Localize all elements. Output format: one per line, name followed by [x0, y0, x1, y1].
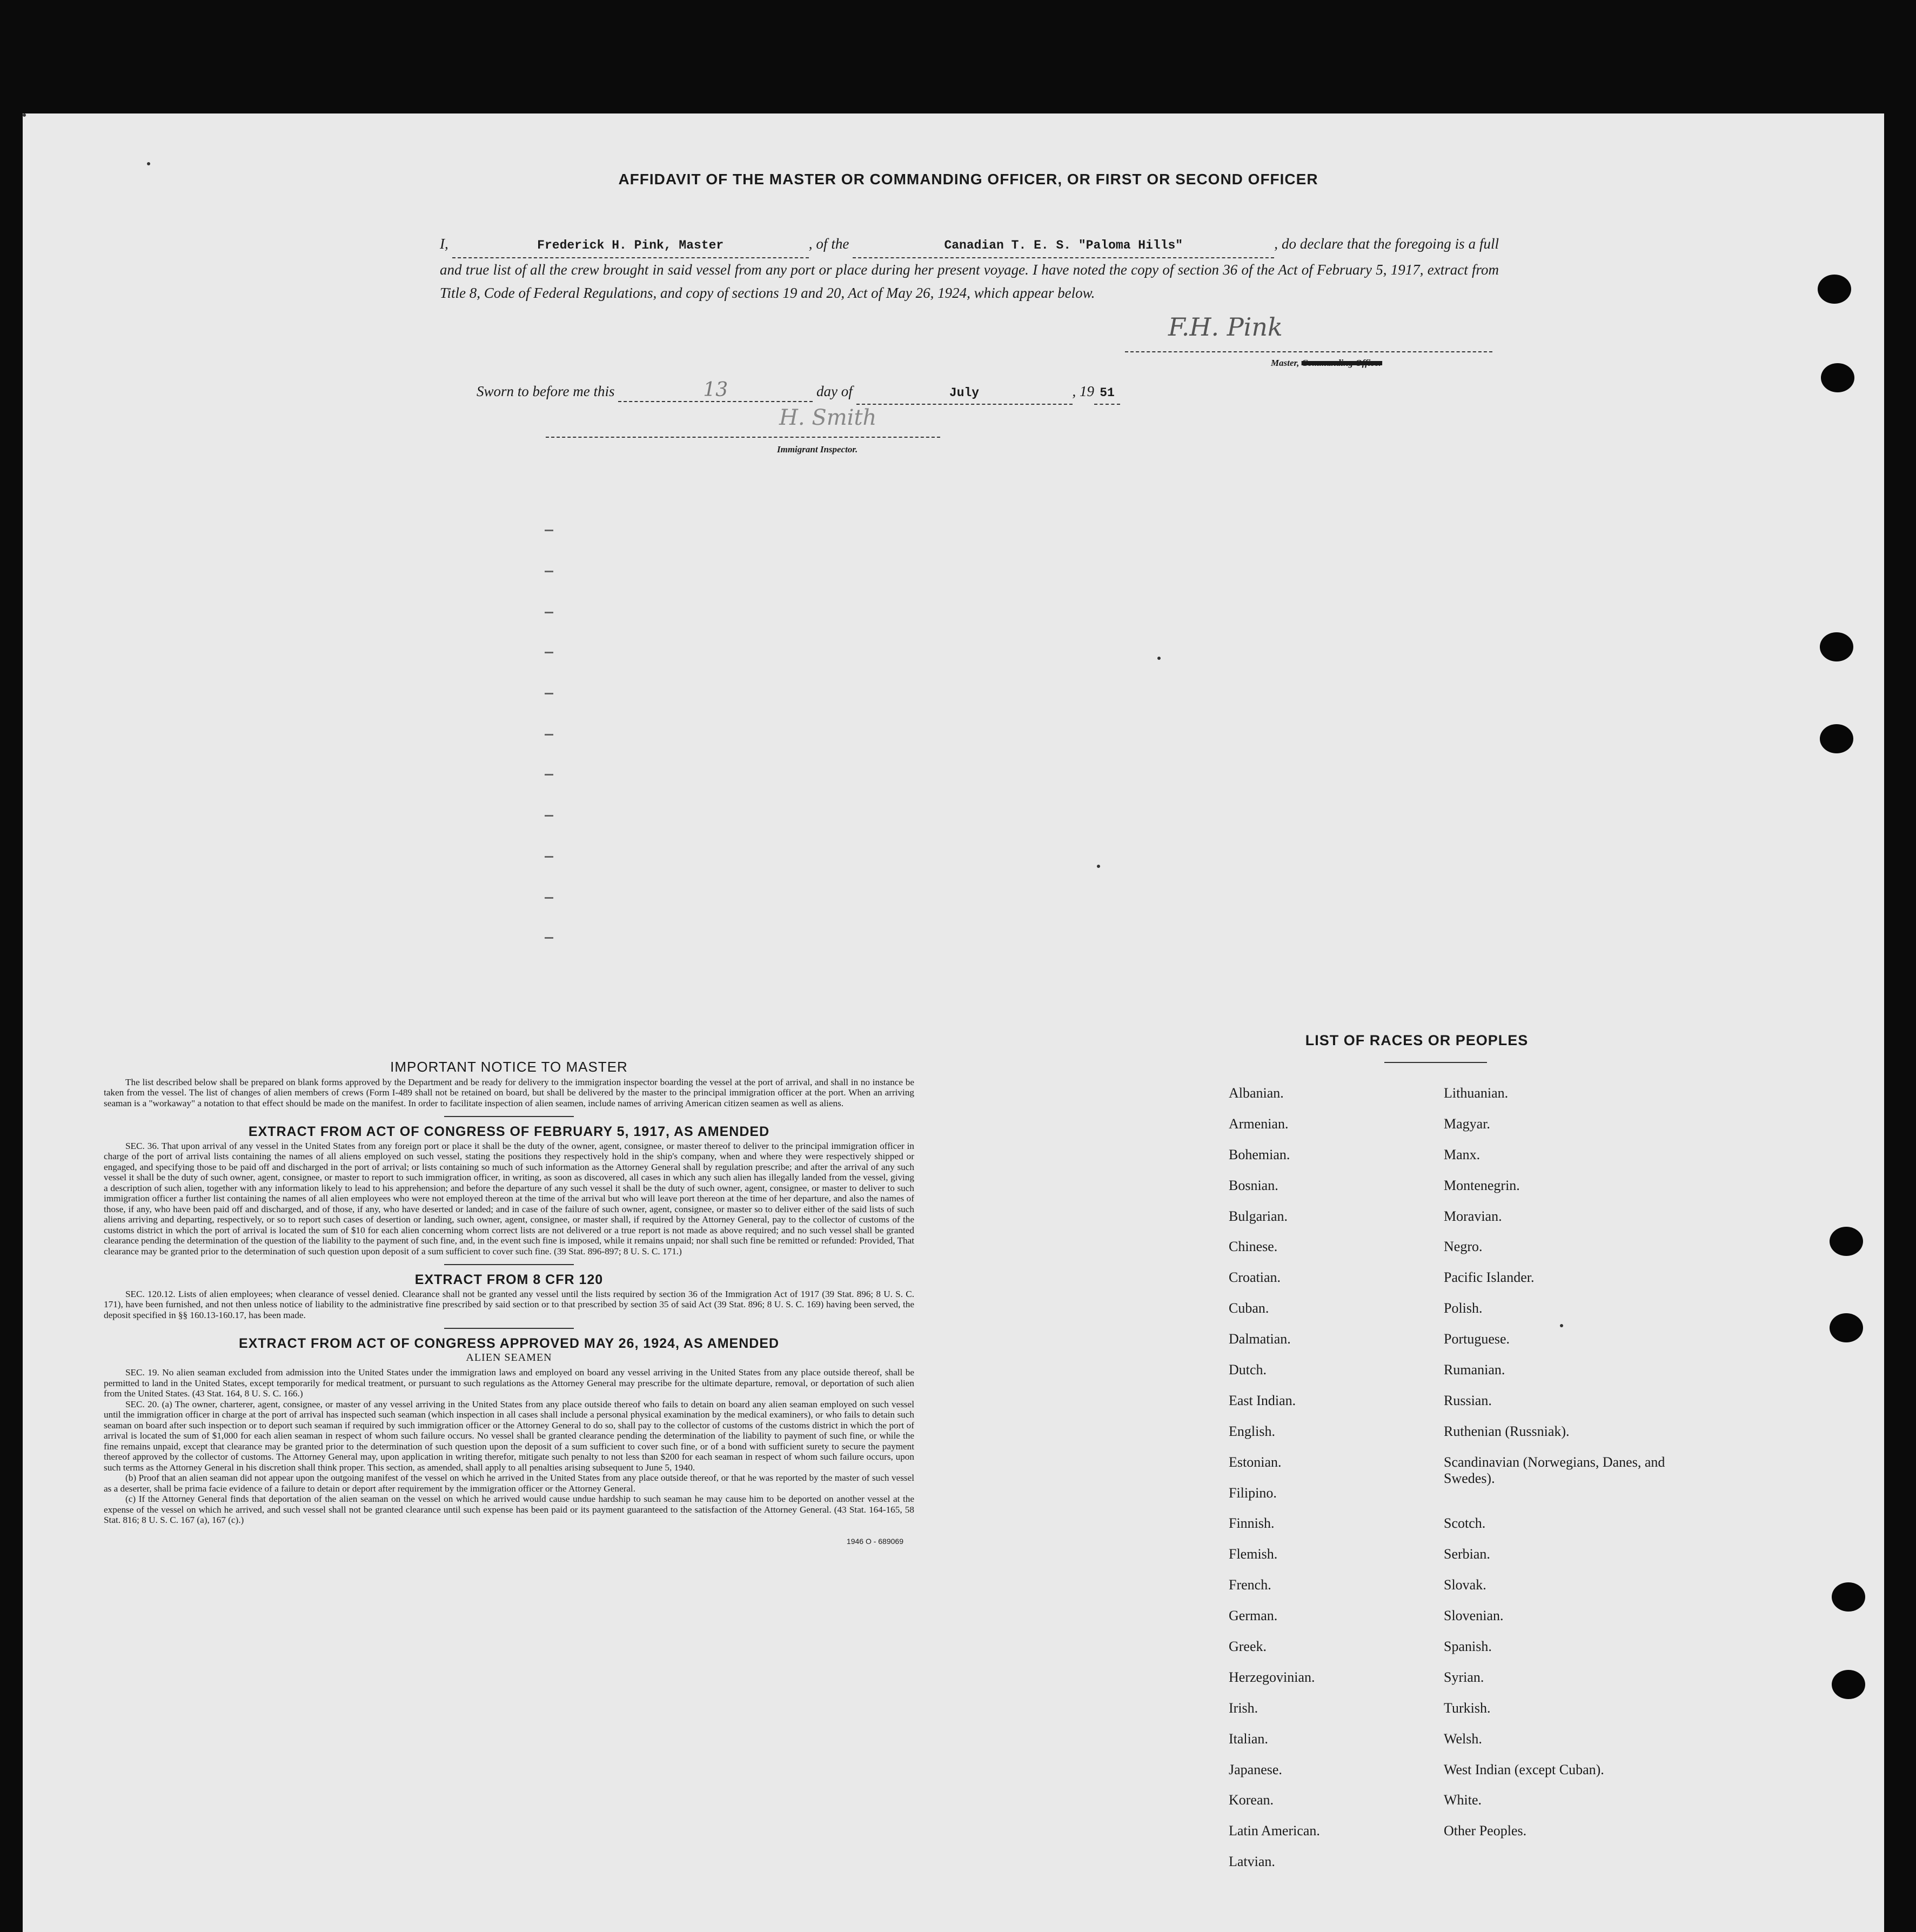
race-item: Armenian.	[1229, 1115, 1289, 1132]
race-item: Bohemian.	[1229, 1146, 1290, 1162]
binding-hole	[1832, 1670, 1865, 1699]
race-item: Estonian.	[1229, 1454, 1282, 1470]
section-19-text: SEC. 19. No alien seaman excluded from admission into the United States under the immigration laws and employed on board any vessel arriving in the United States from any place outside thereof, shall be permitted to land in the United States, except temporarily for medical treatment, or pursuant to such regulations as the Attorney General may prescribe for the ultimate departure, removal, or deportation of such alien from the United States. (43 Stat. 164, 8 U. S. C. 166.)	[104, 1367, 914, 1399]
section-20a-text: SEC. 20. (a) The owner, charterer, agent, consignee, or master of any vessel arriving in the United States from any place outside thereof who fails to detain on board any alien seaman employed on such vessel until the immigration officer in charge at the port of arrival has inspected such seaman (which inspection in all cases shall include a personal physical examination by the medical examiners), or who fails to detain such seaman on board after such inspection or to deport such seaman if required by such immigration officer or the Attorney General to do so, shall pay to the collector of customs of the customs district in which the port of arrival is located the sum of $1,000 for each alien seaman in respect of whom such failure occurs. No vessel shall be granted clearance pending the determination of the liability to payment of such fine, or while the fine remains unpaid, except that clearance may be granted prior to the determination of such question upon the deposit of a sum sufficient to cover such fine, or of a bond with sufficient surety to secure the payment thereof approved by the collector of customs. The Attorney General may, upon application in writing therefor, mitigate such penalty to not less than $200 for each seaman in respect of whom such failure occurs, upon such terms as the Attorney General in his discretion shall think proper. This section, as amended, shall apply to all penalties arising subsequent to June 5, 1940.	[104, 1399, 914, 1473]
race-item: Negro.	[1444, 1239, 1483, 1255]
binding-hole	[1820, 724, 1853, 753]
race-item: Flemish.	[1229, 1546, 1278, 1562]
race-item: Latvian.	[1229, 1854, 1275, 1870]
section-20b-text: (b) Proof that an alien seaman did not appear upon the outgoing manifest of the vessel on which he arrived in the United States from any place outside thereof, or that he was reported by the master of such vessel as a deserter, shall be prima facie evidence of a failure to detain or deport after requirement by the immigration officer or the Attorney General.	[104, 1473, 914, 1494]
race-item: Korean.	[1229, 1792, 1274, 1808]
notice-column	[104, 1059, 914, 1547]
race-item: Scandinavian (Norwegians, Danes, and Swedes).	[1444, 1454, 1665, 1486]
margin-mark	[545, 937, 553, 939]
race-item: Irish.	[1229, 1700, 1258, 1716]
race-item: Magyar.	[1444, 1115, 1490, 1132]
year-prefix: , 19	[1072, 383, 1094, 399]
notice-title: IMPORTANT NOTICE TO MASTER	[390, 1059, 628, 1075]
margin-mark	[545, 530, 553, 531]
race-item: East Indian.	[1229, 1392, 1296, 1408]
day-of-text: day of	[816, 383, 853, 399]
declare-text: , do declare	[1274, 236, 1343, 252]
divider	[444, 1328, 574, 1329]
binding-hole	[1821, 363, 1854, 392]
race-item: Greek.	[1229, 1639, 1267, 1655]
section-36-text: SEC. 36. That upon arrival of any vessel in the United States from any foreign port or place it shall be the duty of the owner, agent, consignee, or master thereof to deliver to the principal immigration officer in charge of the port of arrival lists containing the names of all aliens employed on such vessel, stating the positions they respectively hold in the ship's company, when and where they were respectively shipped or engaged, and specifying those to be paid off and discharged in the port of arrival; or lists containing so much of such information as the Attorney General shall by regulation prescribe; and after the arrival of any such vessel it shall be the duty of such owner, agent, consignee, or master to report to such immigration officer, in writing, as soon as discovered, all cases in which any such alien has illegally landed from the vessel, giving a description of such alien, together with any information likely to lead to his apprehension; and before the departure of any such vessel it shall be the duty of such owner, agent, consignee, or master to deliver to such immigration officer a further list containing the names of all alien employees who were not employed thereon at the time of the arrival but who will leave port thereon at the time of her departure, and also the names of those, if any, who have been paid off and discharged, and of those, if any, who have deserted or landed; and in case of the failure of such owner, agent, consignee, or master so to deliver either of the said lists of such aliens arriving and departing, respectively, or so to report such cases of desertion or landing, such owner, agent, consignee, or master shall, if required by the Attorney General, pay to the collector of customs of the customs district in which the port of arrival is located the sum of $10 for each alien concerning whom correct lists are not delivered or a true report is not made as above required; and no such vessel shall be granted clearance pending the determination of the question of the liability to the payment of such fine, and, in the event such fine is imposed, while it remains unpaid; nor shall such fine be remitted or refunded: Provided, That clearance may be granted prior to the determination of such question upon deposit of a sum sufficient to cover such fine. (39 Stat. 896-897; 8 U. S. C. 171.)	[104, 1140, 914, 1256]
speck	[23, 113, 26, 117]
race-item: Albanian.	[1229, 1085, 1284, 1101]
margin-mark	[545, 612, 553, 613]
sworn-row	[477, 379, 1233, 405]
struck-caption: Commanding Officer	[1301, 358, 1383, 368]
master-caption: Master, Commanding Officer	[1271, 358, 1383, 368]
affidavit-lead: I,	[440, 236, 448, 252]
officer-name-field: Frederick H. Pink, Master	[452, 234, 809, 258]
master-signature: F.H. Pink	[1168, 312, 1283, 342]
race-item: Italian.	[1229, 1730, 1268, 1747]
race-item: Pacific Islander.	[1444, 1269, 1535, 1286]
race-item: Slovenian.	[1444, 1608, 1504, 1624]
section-20c-text: (c) If the Attorney General finds that deportation of the alien seaman on the vessel on which he arrived would cause undue hardship to such seaman he may cause him to be deported on another vessel at the expense of the vessel on which he arrived, and such vessel shall not be granted clearance until such expense has been paid or its payment guaranteed to the satisfaction of the Attorney General. (43 Stat. 164-165, 58 Stat. 816; 8 U. S. C. 167 (a), 167 (c).)	[104, 1494, 914, 1525]
margin-mark	[545, 897, 553, 899]
race-item: Other Peoples.	[1444, 1823, 1527, 1839]
master-signature-line	[1125, 351, 1492, 352]
race-item: Ruthenian (Russniak).	[1444, 1423, 1570, 1439]
speck	[1157, 657, 1161, 660]
extract-cfr-title: EXTRACT FROM 8 CFR 120	[414, 1272, 604, 1287]
extract-1917-title: EXTRACT FROM ACT OF CONGRESS OF FEBRUARY 5, 1917, AS AMENDED	[248, 1124, 770, 1139]
race-item: Slovak.	[1444, 1577, 1486, 1593]
race-item: Scotch.	[1444, 1515, 1486, 1532]
race-item: Chinese.	[1229, 1239, 1278, 1255]
race-item: Latin American.	[1229, 1823, 1320, 1839]
race-item: Montenegrin.	[1444, 1177, 1520, 1193]
race-item: Portuguese.	[1444, 1331, 1510, 1347]
race-item: Croatian.	[1229, 1269, 1281, 1286]
race-item: Manx.	[1444, 1146, 1480, 1162]
margin-mark	[545, 856, 553, 858]
margin-mark	[545, 815, 553, 817]
race-item: Cuban.	[1229, 1300, 1269, 1316]
form-page	[23, 113, 1884, 1932]
race-item: Moravian.	[1444, 1208, 1502, 1224]
speck	[1097, 865, 1100, 868]
race-item: Serbian.	[1444, 1546, 1490, 1562]
notice-text: The list described below shall be prepared on blank forms approved by the Department and be ready for delivery to the immigration inspector boarding the vessel at the port of arrival, and shall in no instance be taken from the vessel. The list of changes of alien members of crews (Form I-489 shall not be retained on board, but shall be delivered by the master to the principal immigration officer at the port. When an arriving seaman is a "workaway" a notation to that effect should be made on the manifest. In order to facilitate inspection of alien seamen, include names of arriving American citizen seamen as well as aliens.	[104, 1077, 914, 1108]
race-item: Lithuanian.	[1444, 1085, 1509, 1101]
print-code: 1946 O - 689069	[846, 1536, 903, 1546]
binding-hole	[1832, 1582, 1865, 1612]
speck	[147, 162, 150, 165]
race-item: Polish.	[1444, 1300, 1483, 1316]
races-title: LIST OF RACES OR PEOPLES	[1305, 1032, 1529, 1048]
inspector-signature-line	[546, 437, 940, 438]
sworn-prefix: Sworn to before me this	[477, 383, 615, 399]
race-item: Finnish.	[1229, 1515, 1275, 1532]
binding-hole	[1830, 1313, 1863, 1342]
section-120-text: SEC. 120.12. Lists of alien employees; when clearance of vessel denied. Clearance shall not be granted any vessel until the lists required by section 36 of the Immigration Act of 1917 (39 Stat. 896; 8 U. S. C. 171), have been furnished, and not then unless notice of liability to the administrative fine prescribed by said section or to that prescribed by section 35 of said Act (39 Stat. 896; 8 U. S. C. 169) having been served, the deposit specified in §§ 160.13-160.17, has been made.	[104, 1288, 914, 1320]
race-item: Spanish.	[1444, 1639, 1492, 1655]
affidavit-title: AFFIDAVIT OF THE MASTER OR COMMANDING OFFICER, OR FIRST OR SECOND OFFICER	[618, 171, 1318, 188]
race-item: Japanese.	[1229, 1761, 1282, 1777]
race-item: German.	[1229, 1608, 1278, 1624]
race-item	[1444, 1485, 1671, 1516]
sworn-day-field: 13	[618, 379, 813, 402]
race-item: Dutch.	[1229, 1362, 1267, 1378]
race-item: English.	[1229, 1423, 1275, 1439]
race-item: Welsh.	[1444, 1730, 1482, 1747]
race-item: Bulgarian.	[1229, 1208, 1288, 1224]
vessel-name-field: Canadian T. E. S. "Paloma Hills"	[853, 234, 1274, 258]
binding-hole	[1818, 275, 1851, 304]
affidavit-text: that the foregoing is a full and true list of all the crew brought in said vessel from any port or place during her present voyage. I have noted the copy of section 36 of the Act of February 5, 1917, extract from Title 8, Code of Federal Regulations, and copy of sections 19 and 20, Act of May 26, 1924, which appear below.	[440, 236, 1499, 301]
race-item: French.	[1229, 1577, 1271, 1593]
race-item: Filipino.	[1229, 1485, 1277, 1501]
race-item: White.	[1444, 1792, 1482, 1808]
race-item: Dalmatian.	[1229, 1331, 1291, 1347]
year-field: 51	[1094, 382, 1120, 405]
race-item: Turkish.	[1444, 1700, 1491, 1716]
affidavit-statement	[440, 232, 1499, 305]
divider	[444, 1264, 574, 1265]
races-divider	[1384, 1062, 1487, 1063]
sworn-month-field: July	[856, 382, 1073, 405]
binding-hole	[1830, 1227, 1863, 1256]
margin-mark	[545, 774, 553, 776]
race-item: Syrian.	[1444, 1669, 1484, 1685]
races-right-column	[1444, 1085, 1671, 1854]
extract-1924-title: EXTRACT FROM ACT OF CONGRESS APPROVED MAY 26, 1924, AS AMENDED	[238, 1336, 780, 1351]
margin-mark	[545, 571, 553, 572]
margin-mark	[545, 652, 553, 653]
margin-mark	[545, 734, 553, 736]
inspector-caption: Immigrant Inspector.	[777, 444, 858, 454]
margin-mark	[545, 693, 553, 694]
race-item: Bosnian.	[1229, 1177, 1278, 1193]
of-the-text: , of the	[808, 236, 849, 252]
race-item: Russian.	[1444, 1392, 1492, 1408]
binding-hole	[1820, 632, 1853, 661]
race-item: Herzegovinian.	[1229, 1669, 1315, 1685]
divider	[444, 1116, 574, 1117]
races-left-column	[1229, 1085, 1423, 1884]
alien-seamen-heading: ALIEN SEAMEN	[466, 1351, 552, 1363]
inspector-signature: H. Smith	[779, 405, 877, 430]
race-item: West Indian (except Cuban).	[1444, 1761, 1604, 1777]
race-item: Rumanian.	[1444, 1362, 1505, 1378]
